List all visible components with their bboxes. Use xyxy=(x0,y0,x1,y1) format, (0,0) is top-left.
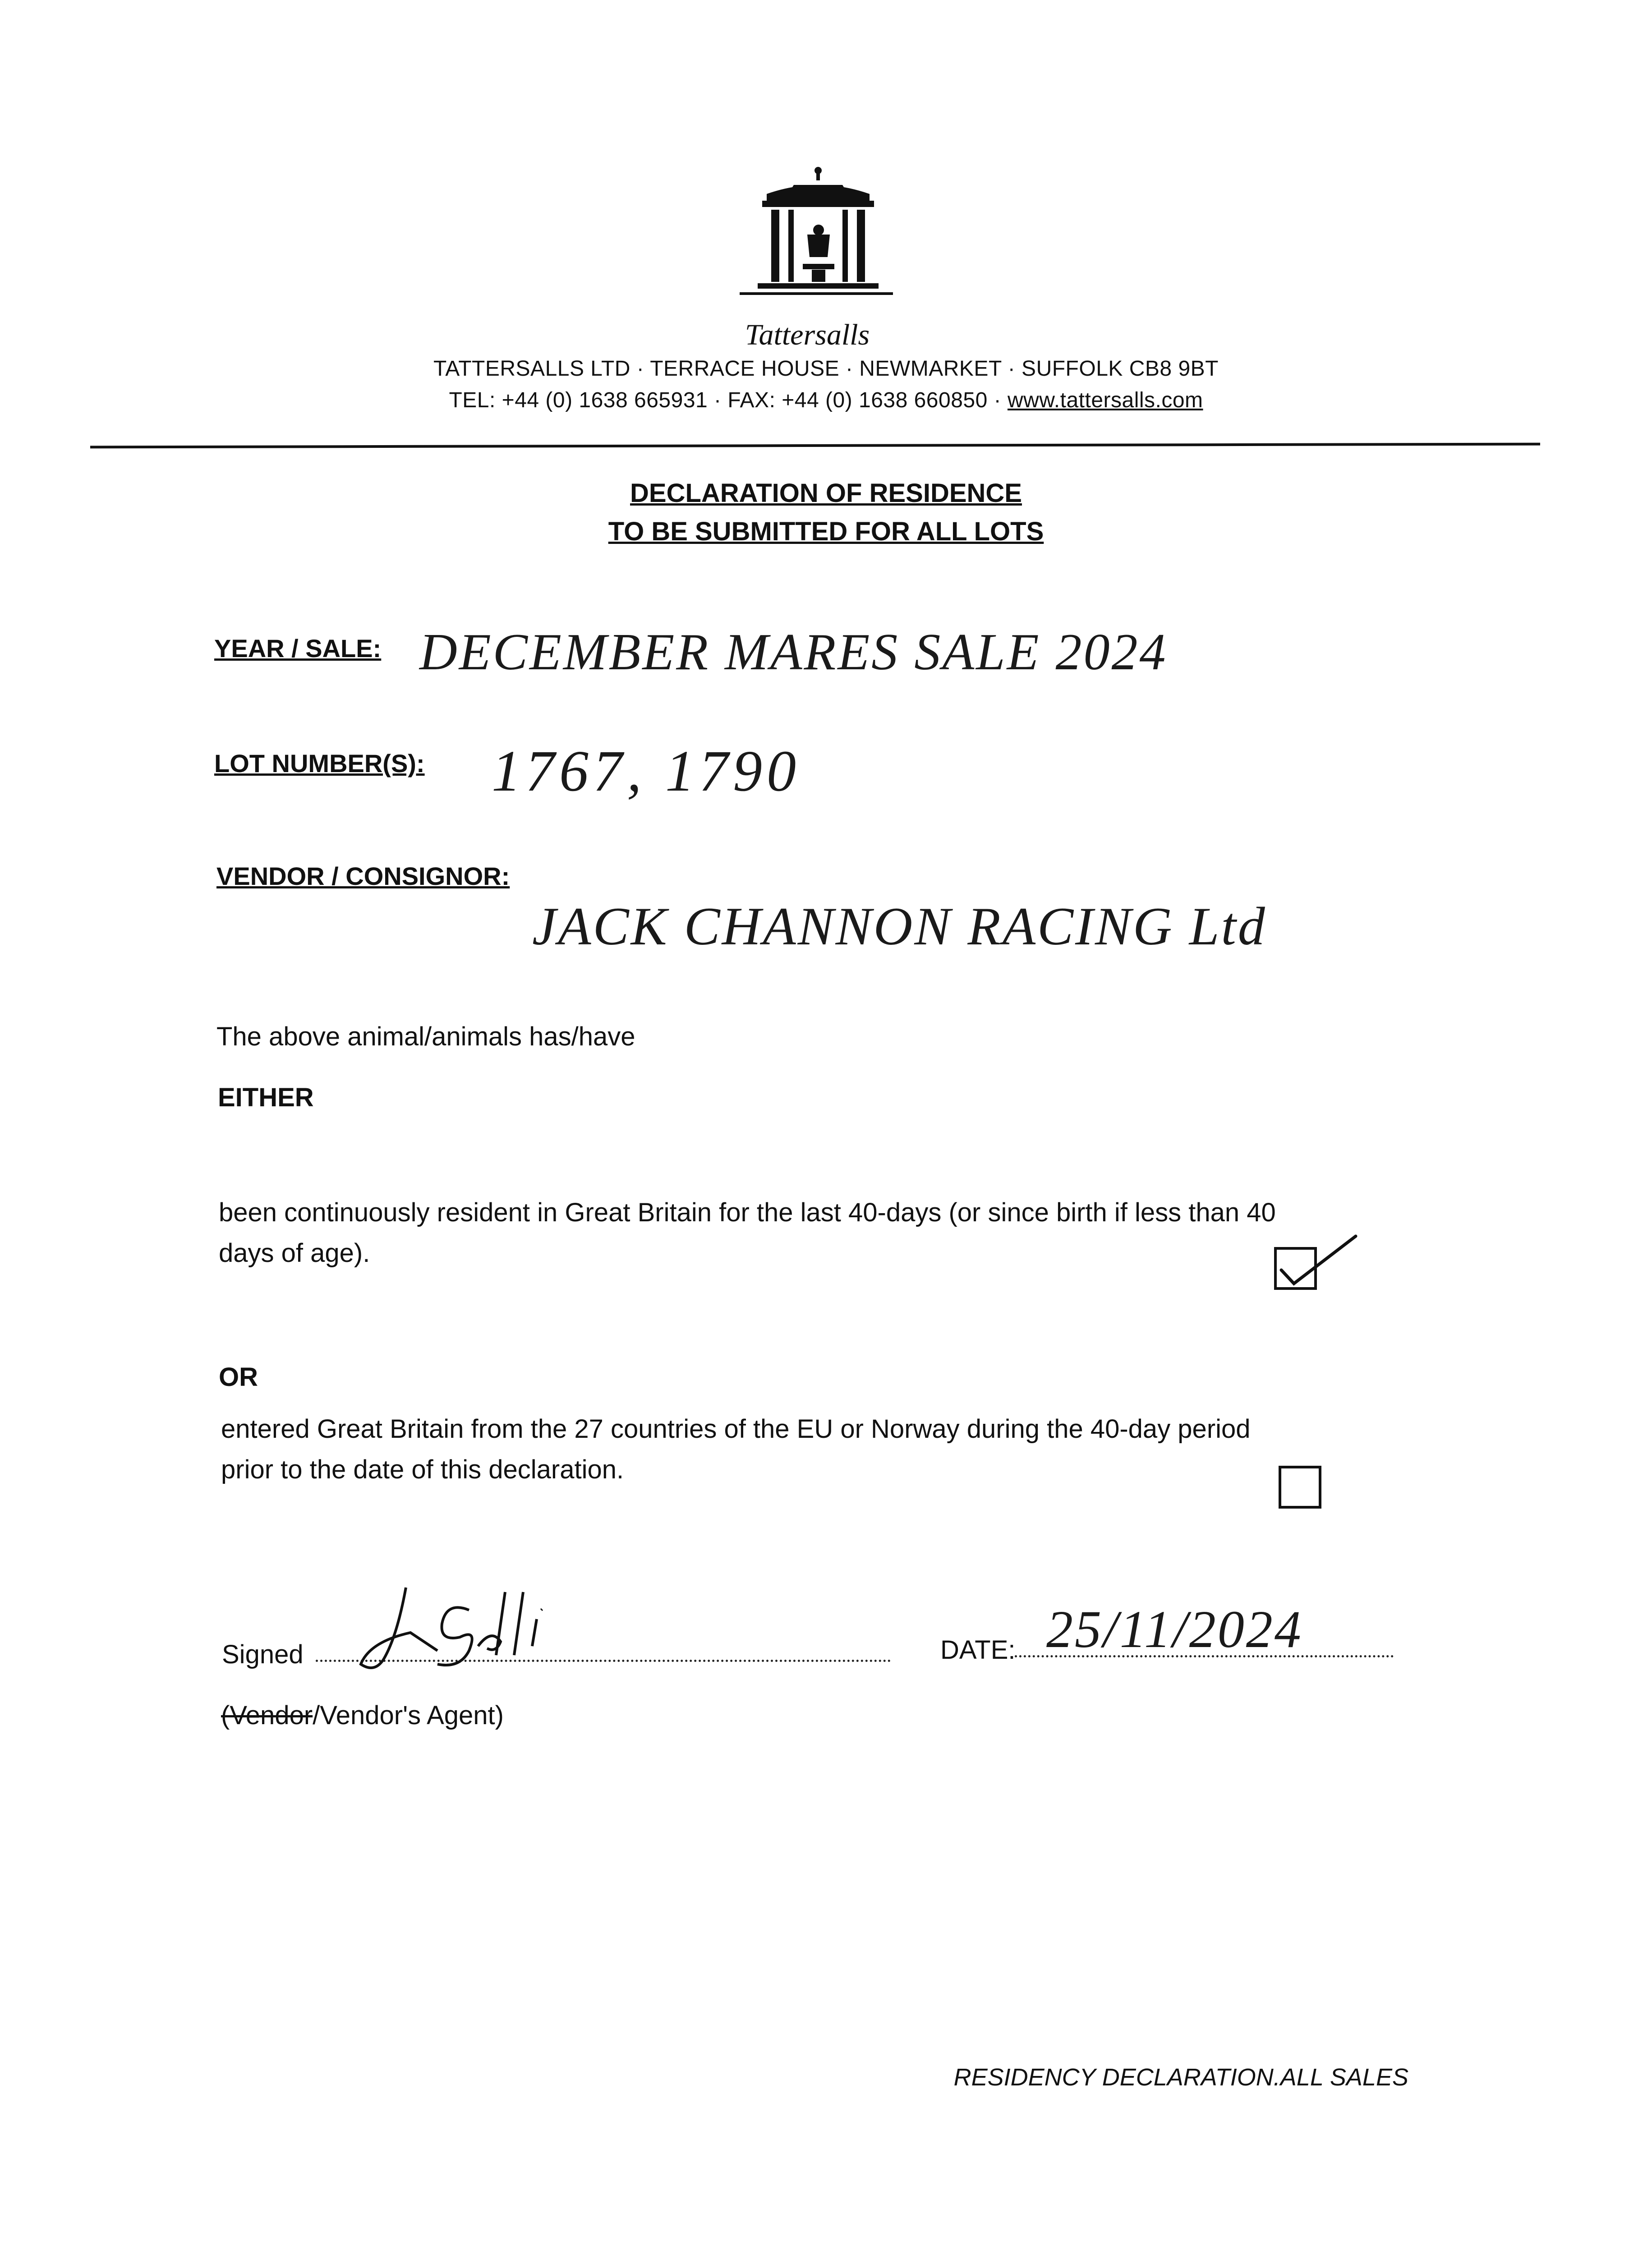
tattersalls-logo xyxy=(740,167,893,320)
company-address: TATTERSALLS LTD · TERRACE HOUSE · NEWMARKET · SUFFOLK CB8 9BT xyxy=(433,357,1219,381)
lot-number-label: LOT NUMBER(S): xyxy=(214,749,425,778)
signature-image xyxy=(343,1574,658,1691)
date-value: 25/11/2024 xyxy=(1046,1600,1303,1659)
contact-line xyxy=(0,388,1652,413)
contact-phone-fax: TEL: +44 (0) 1638 665931 · FAX: +44 (0) 1638 660850 · xyxy=(449,388,1008,412)
lot-number-value: 1767, 1790 xyxy=(492,739,801,804)
or-label: OR xyxy=(219,1362,258,1392)
vendor-label: VENDOR / CONSIGNOR: xyxy=(216,862,510,890)
option1-text-line2: days of age). xyxy=(219,1238,370,1268)
signer-role xyxy=(221,1700,504,1730)
option2-checkbox[interactable] xyxy=(1279,1466,1321,1509)
year-sale-label: YEAR / SALE: xyxy=(214,634,382,663)
website-link[interactable]: www.tattersalls.com xyxy=(1007,388,1203,412)
signer-role-text: /Vendor's Agent) xyxy=(313,1701,504,1730)
date-label: DATE: xyxy=(940,1635,1016,1665)
form-subtitle: TO BE SUBMITTED FOR ALL LOTS xyxy=(608,517,1044,546)
brand-name: Tattersalls xyxy=(745,318,870,351)
signed-label: Signed xyxy=(222,1640,304,1669)
option1-checkbox[interactable] xyxy=(1274,1247,1317,1290)
either-label: EITHER xyxy=(218,1083,314,1112)
vendor-value: JACK CHANNON RACING Ltd xyxy=(532,896,1267,956)
checkmark-icon xyxy=(1272,1227,1362,1290)
intro-text: The above animal/animals has/have xyxy=(216,1022,635,1051)
year-sale-value: DECEMBER MARES SALE 2024 xyxy=(419,623,1168,681)
option2-text-line2: prior to the date of this declaration. xyxy=(221,1455,624,1484)
signer-role-struck: (Vendor xyxy=(221,1701,313,1730)
option2-text-line1: entered Great Britain from the 27 countries of the EU or Norway during the 40-day period xyxy=(221,1414,1251,1444)
footer-label: RESIDENCY DECLARATION.ALL SALES xyxy=(953,2064,1408,2091)
option1-text-line1: been continuously resident in Great Britain for the last 40-days (or since birth if less than 40 xyxy=(219,1198,1276,1227)
header-divider xyxy=(90,443,1540,449)
form-title: DECLARATION OF RESIDENCE xyxy=(630,479,1022,508)
